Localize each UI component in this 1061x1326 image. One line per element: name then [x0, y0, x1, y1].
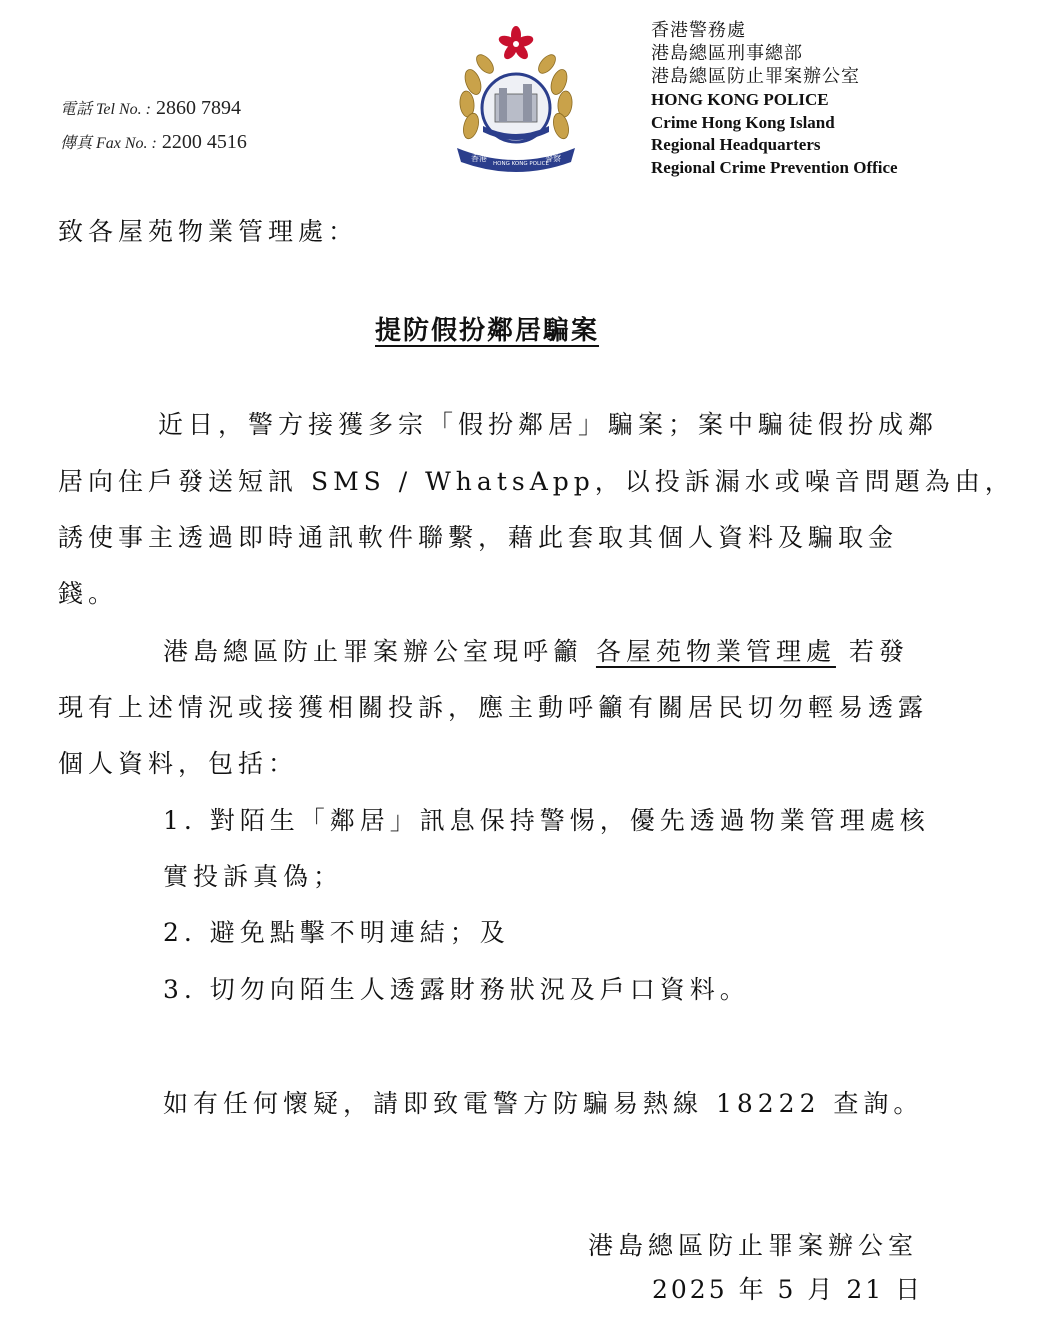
- para2-highlight: 各屋苑物業管理處: [595, 637, 836, 666]
- org-name-zh-3: 港島總區防止罪案辦公室: [651, 66, 860, 87]
- org-name-en-1: HONG KONG POLICE: [651, 90, 829, 109]
- list-item-3: 3. 切勿向陌生人透露財務狀況及戶口資料。: [163, 975, 750, 1004]
- fax-value: 2200 4516: [161, 131, 247, 153]
- tel-value: 2860 7894: [155, 97, 241, 119]
- list-item-1-cont: 實投訴真偽；: [163, 862, 344, 891]
- police-emblem-logo: [453, 22, 579, 172]
- org-name-en-3: Regional Headquarters: [651, 135, 821, 154]
- para2-line-1-post: 若發: [835, 637, 909, 666]
- date: 2025 年 5 月 21 日: [652, 1275, 924, 1304]
- para2-line-1: [163, 632, 909, 668]
- tel-line: [60, 96, 241, 120]
- fax-label: 傳真 Fax No. :: [60, 135, 157, 152]
- salutation: 致各屋苑物業管理處：: [58, 217, 359, 246]
- fax-line: [60, 130, 247, 154]
- signature: 港島總區防止罪案辦公室: [588, 1231, 919, 1260]
- para1-line-4: 錢。: [58, 579, 119, 608]
- emblem-text-mid: HONG KONG POLICE: [493, 161, 549, 167]
- para1-line-1: 近日，警方接獲多宗「假扮鄰居」騙案；案中騙徒假扮成鄰: [158, 410, 939, 439]
- org-name-en-2: Crime Hong Kong Island: [651, 113, 835, 132]
- para1-line-2: 居向住戶發送短訊 SMS / WhatsApp，以投訴漏水或噪音問題為由，: [58, 467, 1015, 496]
- emblem-text-left: 香港: [471, 154, 487, 163]
- list-item-2: 2. 避免點擊不明連結；及: [163, 918, 510, 947]
- notice-title: 提防假扮鄰居騙案: [375, 316, 600, 346]
- emblem-text-right: 警察: [545, 154, 561, 163]
- para2-line-1-pre: 港島總區防止罪案辦公室現呼籲: [163, 637, 596, 666]
- para2-line-3: 個人資料，包括：: [58, 749, 299, 778]
- org-name-en-4: Regional Crime Prevention Office: [651, 158, 898, 177]
- para2-line-2: 現有上述情況或接獲相關投訴，應主動呼籲有關居民切勿輕易透露: [58, 693, 929, 722]
- org-name-zh-1: 香港警務處: [651, 20, 746, 41]
- tel-label: 電話 Tel No. :: [60, 101, 151, 118]
- para1-line-3: 誘使事主透過即時通訊軟件聯繫，藉此套取其個人資料及騙取金: [58, 523, 899, 552]
- closing-line: 如有任何懷疑，請即致電警方防騙易熱線 18222 查詢。: [163, 1089, 924, 1118]
- list-item-1: 1. 對陌生「鄰居」訊息保持警惕，優先透過物業管理處核: [163, 806, 930, 835]
- org-name-zh-2: 港島總區刑事總部: [651, 43, 803, 64]
